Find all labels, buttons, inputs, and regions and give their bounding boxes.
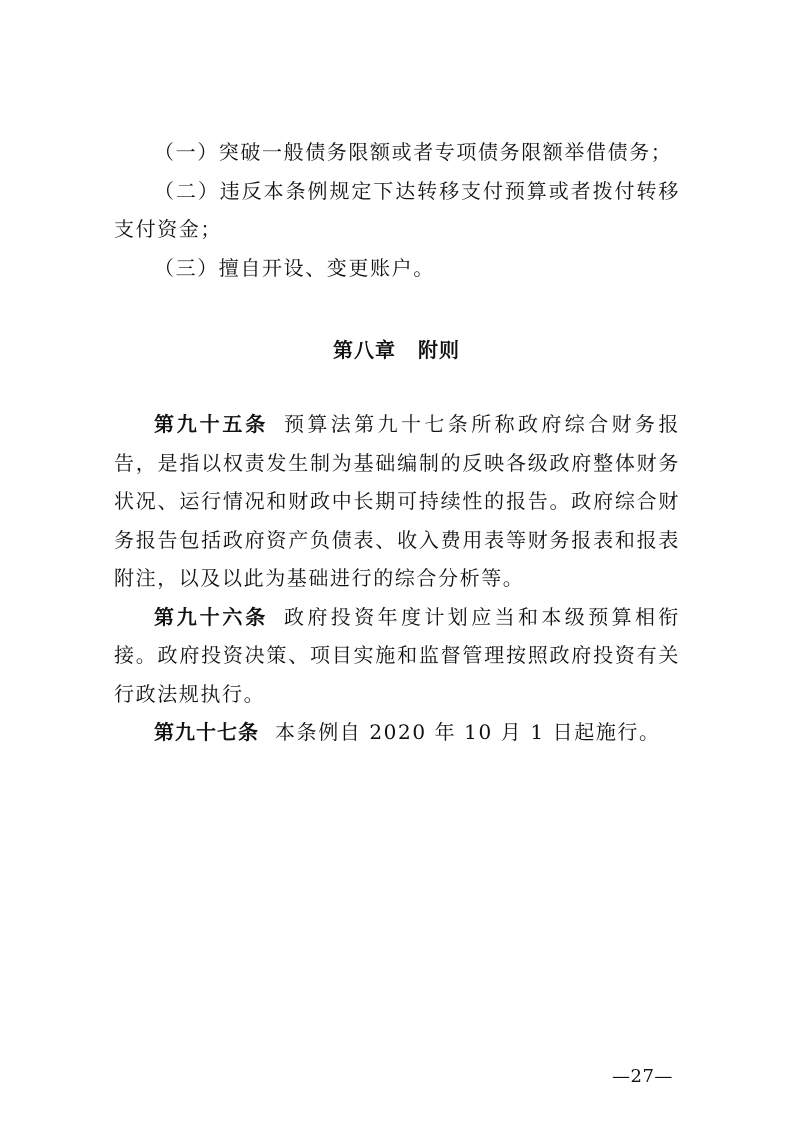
article-96-text: 政府投资年度计划应当和本级预算相衔接。政府投资决策、项目实施和监督管理按照政府投资有关行政法规执行。 <box>114 604 680 706</box>
articles-section <box>114 405 680 752</box>
clause-item-2: （二）违反本条例规定下达转移支付预算或者拨付转移支付资金； <box>114 178 680 241</box>
clause-item-3: （三）擅自开设、变更账户。 <box>154 255 435 280</box>
clause-list <box>114 133 680 287</box>
clause-item-1: （一）突破一般债务限额或者专项债务限额举借债务； <box>154 140 673 164</box>
page-number: —27— <box>612 1066 673 1087</box>
article-96-label: 第九十六条 <box>154 604 268 629</box>
article-95 <box>114 405 680 598</box>
article-95-text: 预算法第九十七条所称政府综合财务报告，是指以权责发生制为基础编制的反映各级政府整体财务状况、运行情况和财政中长期可持续性的报告。政府综合财务报告包括政府资产负债表、收入费用表等财务报表和报表附注，以及以此为基础进行的综合分析等。 <box>114 412 680 590</box>
chapter-number: 第八章 <box>333 338 396 362</box>
chapter-title: 附则 <box>418 338 460 362</box>
article-97 <box>114 713 680 752</box>
article-97-label: 第九十七条 <box>154 720 259 744</box>
chapter-heading <box>0 334 793 363</box>
article-97-text: 本条例自 2020 年 10 月 1 日起施行。 <box>275 720 661 744</box>
article-96 <box>114 598 680 714</box>
article-95-label: 第九十五条 <box>154 412 268 436</box>
